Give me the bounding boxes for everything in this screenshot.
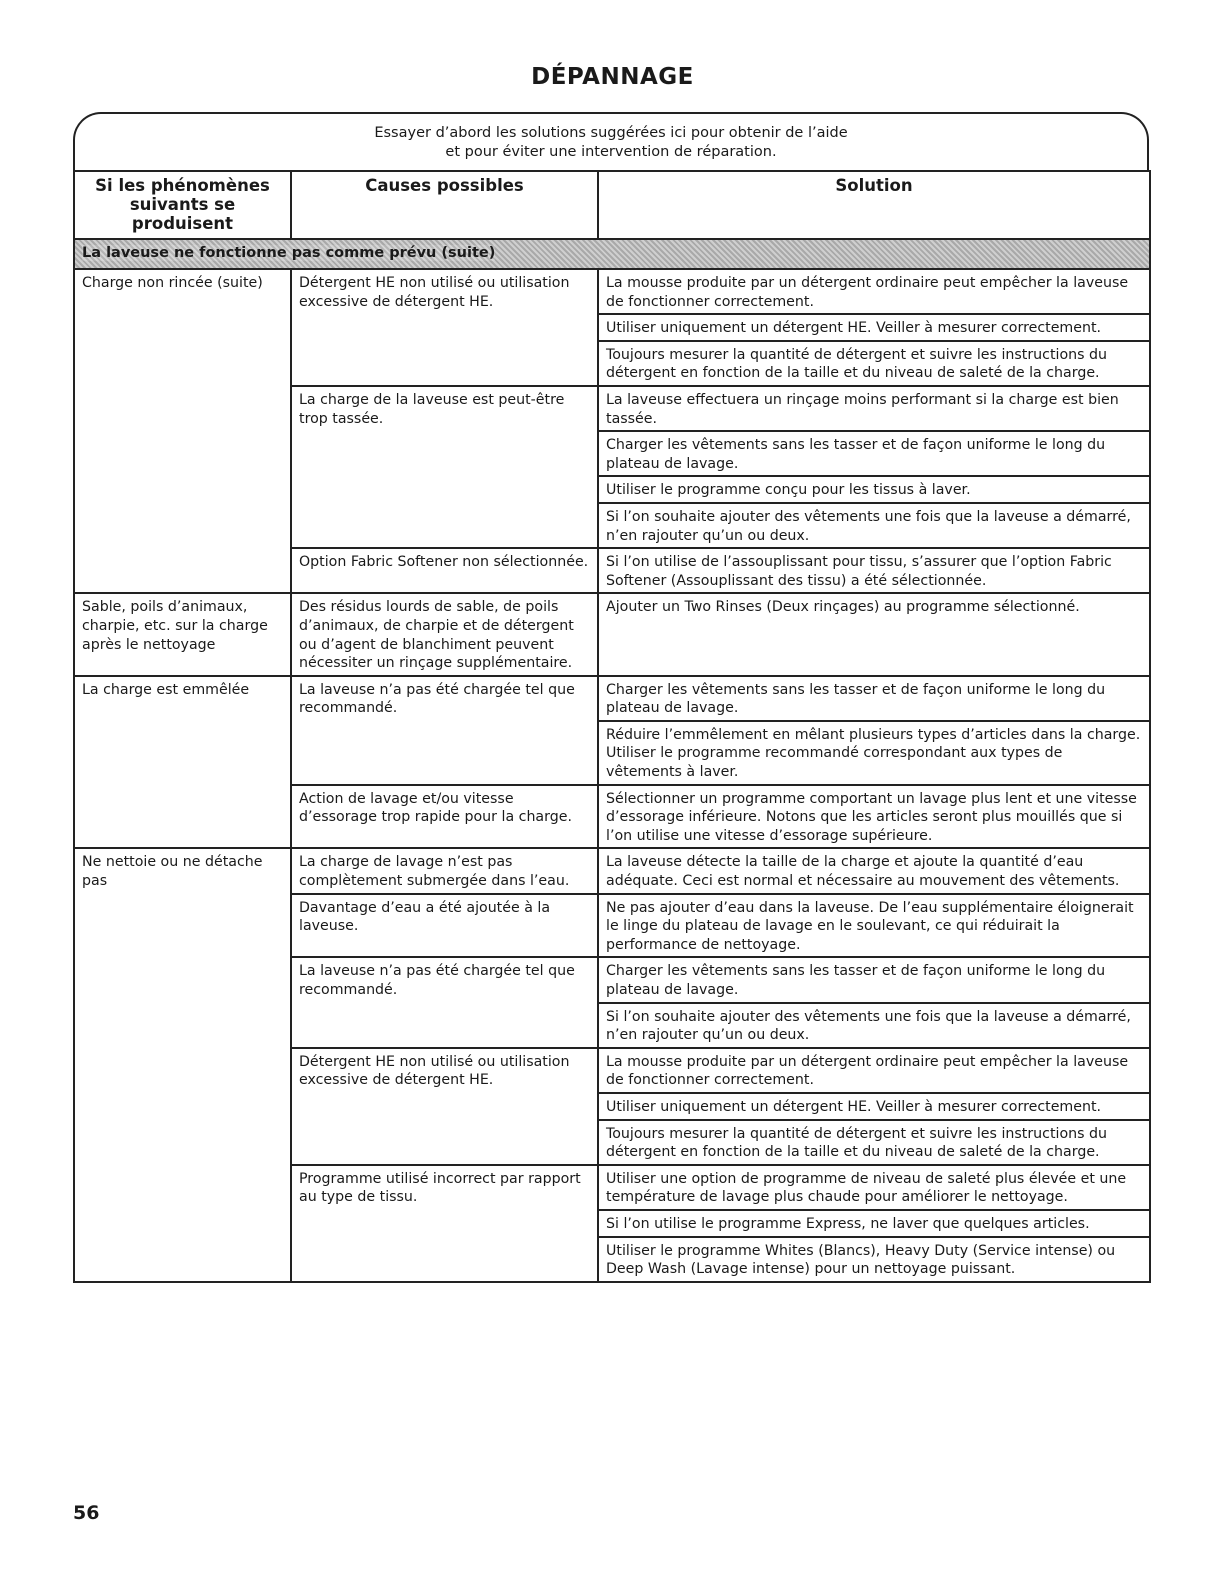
cause-cell: Détergent HE non utilisé ou utilisation excessive de détergent HE.: [291, 269, 598, 386]
solution-cell: Sélectionner un programme comportant un lavage plus lent et une vitesse d’essorage inférieure. Notons que les articles seront plus mouillés que si l’on utilise une vitesse d’essorage supérieure.: [598, 785, 1150, 849]
solution-cell: Utiliser uniquement un détergent HE. Veiller à mesurer correctement.: [598, 1093, 1150, 1120]
header-solution: Solution: [598, 171, 1150, 239]
cause-cell: Action de lavage et/ou vitesse d’essorage trop rapide pour la charge.: [291, 785, 598, 849]
solution-cell: Utiliser le programme Whites (Blancs), Heavy Duty (Service intense) ou Deep Wash (Lavage intense) pour un nettoyage puissant.: [598, 1237, 1150, 1282]
table-row: [74, 676, 1150, 721]
page-title: DÉPANNAGE: [531, 64, 694, 90]
solution-cell: Si l’on utilise de l’assouplissant pour tissu, s’assurer que l’option Fabric Softener (Assouplissant des tissu) a été sélectionnée.: [598, 548, 1150, 593]
intro-box: [73, 112, 1149, 172]
cause-cell: Davantage d’eau a été ajoutée à la laveuse.: [291, 894, 598, 958]
solution-cell: Toujours mesurer la quantité de détergent et suivre les instructions du détergent en fonction de la taille et du niveau de saleté de la charge.: [598, 1120, 1150, 1165]
solution-cell: La mousse produite par un détergent ordinaire peut empêcher la laveuse de fonctionner correctement.: [598, 1048, 1150, 1093]
phenomenon-cell: Ne nettoie ou ne détache pas: [74, 848, 291, 1281]
troubleshooting-table: [73, 170, 1151, 1283]
header-phenomena: [74, 171, 291, 239]
page-number: 56: [73, 1502, 100, 1524]
solution-cell: Utiliser une option de programme de niveau de saleté plus élevée et une température de lavage plus chaude pour améliorer le nettoyage.: [598, 1165, 1150, 1210]
solution-cell: Toujours mesurer la quantité de détergent et suivre les instructions du détergent en fonction de la taille et du niveau de saleté de la charge.: [598, 341, 1150, 386]
cause-cell: La laveuse n’a pas été chargée tel que recommandé.: [291, 676, 598, 785]
table-body: [74, 269, 1150, 1282]
section-row: [74, 239, 1150, 269]
solution-cell: Charger les vêtements sans les tasser et de façon uniforme le long du plateau de lavage.: [598, 957, 1150, 1002]
header-causes: Causes possibles: [291, 171, 598, 239]
table-row: [74, 269, 1150, 314]
table-row: [74, 593, 1150, 675]
solution-cell: Si l’on utilise le programme Express, ne laver que quelques articles.: [598, 1210, 1150, 1237]
solution-cell: Réduire l’emmêlement en mêlant plusieurs types d’articles dans la charge. Utiliser le programme recommandé correspondant aux types de vêtements à laver.: [598, 721, 1150, 785]
phenomenon-cell: Sable, poils d’animaux, charpie, etc. sur la charge après le nettoyage: [74, 593, 291, 675]
solution-cell: Si l’on souhaite ajouter des vêtements une fois que la laveuse a démarré, n’en rajouter qu’un ou deux.: [598, 1003, 1150, 1048]
intro-line-2: et pour éviter une intervention de réparation.: [445, 144, 777, 160]
cause-cell: La charge de lavage n’est pas complètement submergée dans l’eau.: [291, 848, 598, 893]
header-phenomena-line-1: Si les phénomènes: [95, 176, 270, 195]
section-heading-text: La laveuse ne fonctionne pas comme prévu (suite): [82, 245, 496, 261]
header-row: [74, 171, 1150, 239]
solution-cell: La laveuse effectuera un rinçage moins performant si la charge est bien tassée.: [598, 386, 1150, 431]
cause-cell: Option Fabric Softener non sélectionnée.: [291, 548, 598, 593]
solution-cell: Utiliser le programme conçu pour les tissus à laver.: [598, 476, 1150, 503]
phenomenon-cell: Charge non rincée (suite): [74, 269, 291, 593]
solution-cell: Charger les vêtements sans les tasser et de façon uniforme le long du plateau de lavage.: [598, 676, 1150, 721]
cause-cell: La laveuse n’a pas été chargée tel que recommandé.: [291, 957, 598, 1047]
phenomenon-cell: La charge est emmêlée: [74, 676, 291, 849]
cause-cell: La charge de la laveuse est peut-être trop tassée.: [291, 386, 598, 548]
solution-cell: Utiliser uniquement un détergent HE. Veiller à mesurer correctement.: [598, 314, 1150, 341]
intro-text: [75, 124, 1147, 162]
section-heading: [74, 239, 1150, 269]
solution-cell: Charger les vêtements sans les tasser et de façon uniforme le long du plateau de lavage.: [598, 431, 1150, 476]
solution-cell: La laveuse détecte la taille de la charge et ajoute la quantité d’eau adéquate. Ceci est normal et nécessaire au mouvement des vêtements.: [598, 848, 1150, 893]
table-row: [74, 848, 1150, 893]
cause-cell: Programme utilisé incorrect par rapport au type de tissu.: [291, 1165, 598, 1282]
solution-cell: Ajouter un Two Rinses (Deux rinçages) au programme sélectionné.: [598, 593, 1150, 675]
solution-cell: Si l’on souhaite ajouter des vêtements une fois que la laveuse a démarré, n’en rajouter qu’un ou deux.: [598, 503, 1150, 548]
cause-cell: Des résidus lourds de sable, de poils d’animaux, de charpie et de détergent ou d’agent de blanchiment peuvent nécessiter un rinçage supplémentaire.: [291, 593, 598, 675]
cause-cell: Détergent HE non utilisé ou utilisation excessive de détergent HE.: [291, 1048, 598, 1165]
intro-line-1: Essayer d’abord les solutions suggérées ici pour obtenir de l’aide: [374, 125, 848, 141]
header-phenomena-line-2: suivants se produisent: [129, 195, 236, 233]
solution-cell: Ne pas ajouter d’eau dans la laveuse. De l’eau supplémentaire éloignerait le linge du plateau de lavage en le soulevant, ce qui réduirait la performance de nettoyage.: [598, 894, 1150, 958]
solution-cell: La mousse produite par un détergent ordinaire peut empêcher la laveuse de fonctionner correctement.: [598, 269, 1150, 314]
